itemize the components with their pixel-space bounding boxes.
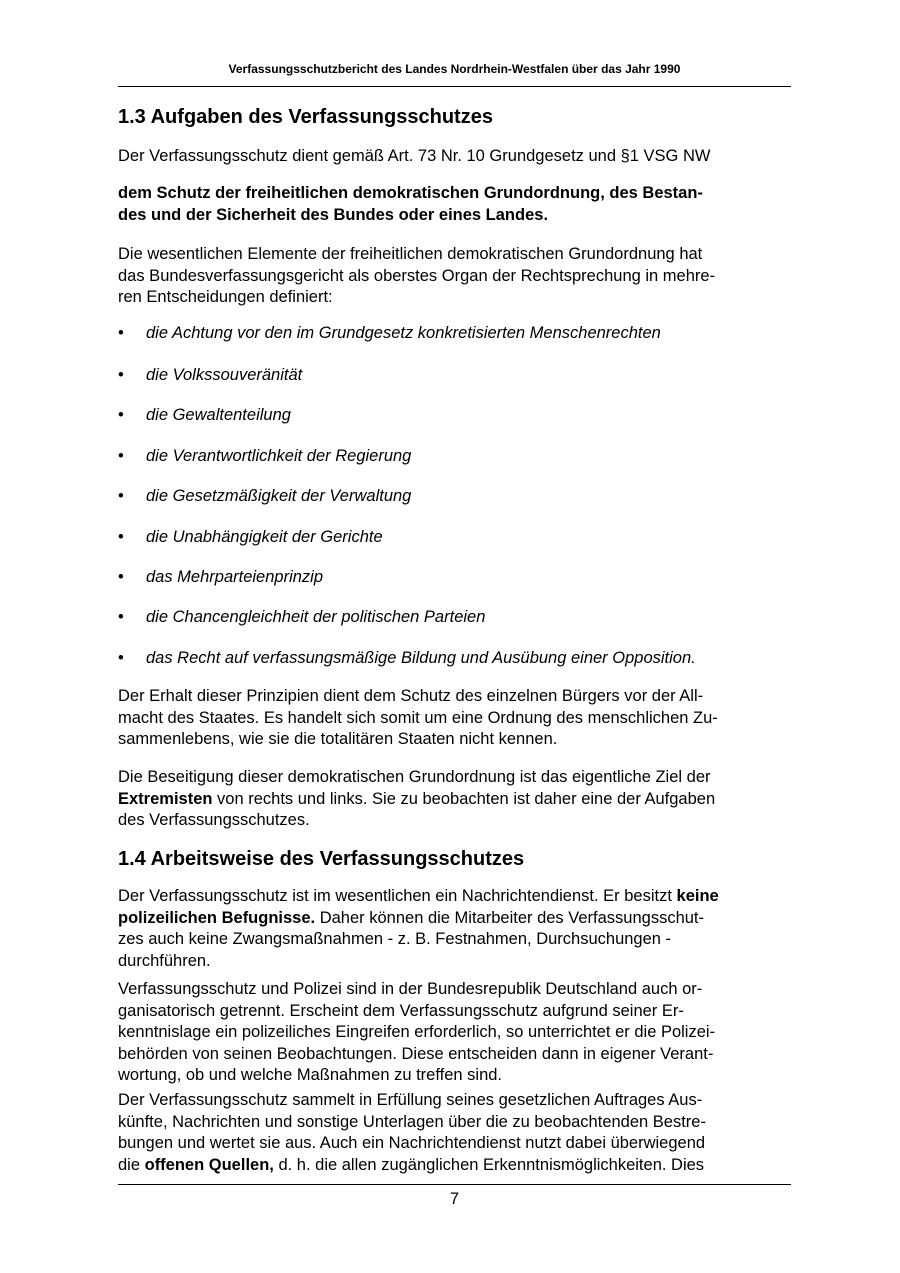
intelligence-line-1: [118, 886, 791, 908]
bullet-icon: •: [118, 649, 124, 667]
extremists-line-1: Die Beseitigung dieser demokratischen Grundordnung ist das eigentliche Ziel der: [118, 768, 711, 786]
bullet-icon: •: [118, 608, 124, 626]
collection-paragraph: [118, 1090, 791, 1176]
list-item-text: die Unabhängigkeit der Gerichte: [146, 528, 383, 546]
intelligence-line-3: zes auch keine Zwangsmaßnahmen - z. B. Festnahmen, Durchsuchungen -: [118, 930, 672, 948]
keine-term: keine: [676, 887, 719, 905]
police-line-5: wortung, ob und welche Maßnahmen zu treffen sind.: [118, 1066, 503, 1084]
collection-line-3: bungen und wertet sie aus. Auch ein Nachrichtendienst nutzt dabei überwiegend: [118, 1134, 706, 1152]
list-item-text: das Recht auf verfassungsmäßige Bildung und Ausübung einer Opposition.: [146, 649, 696, 667]
bullet-icon: •: [118, 324, 124, 342]
intro-paragraph: [118, 146, 791, 168]
intelligence-paragraph: [118, 886, 791, 972]
elements-line-2: das Bundesverfassungsgericht als oberstes Organ der Rechtsprechung in mehre-: [118, 266, 716, 285]
list-item-text: das Mehrparteienprinzip: [146, 568, 324, 586]
intelligence-line-1-text: Der Verfassungsschutz ist im wesentlichen ein Nachrichtendienst. Er besitzt: [118, 887, 677, 905]
footer-divider: [118, 1184, 791, 1185]
running-header: Verfassungsschutzbericht des Landes Nordrhein-Westfalen über das Jahr 1990: [228, 62, 681, 76]
elements-paragraph: [118, 244, 791, 309]
protection-line-2: des und der Sicherheit des Bundes oder eines Landes.: [118, 205, 549, 224]
bullet-icon: •: [118, 366, 124, 384]
bullet-icon: •: [118, 447, 124, 465]
powers-term: polizeilichen Befugnisse.: [118, 908, 316, 927]
page-number: 7: [449, 1190, 460, 1208]
protection-statement: [118, 183, 791, 226]
section-heading-1-4: 1.4 Arbeitsweise des Verfassungsschutzes: [118, 848, 525, 870]
principles-line-3: sammenlebens, wie sie die totalitären Staaten nicht kennen.: [118, 730, 558, 748]
list-item-text: die Achtung vor den im Grundgesetz konkretisierten Menschenrechten: [146, 324, 661, 342]
bullet-icon: •: [118, 568, 124, 586]
bullet-icon: •: [118, 487, 124, 505]
intelligence-line-2-rest: Daher können die Mitarbeiter des Verfassungsschut-: [315, 908, 705, 927]
section-heading-1-3: 1.3 Aufgaben des Verfassungsschutzes: [118, 106, 493, 128]
extremists-line-2: [118, 789, 791, 811]
collection-line-2: künfte, Nachrichten und sonstige Unterlagen über die zu beobachtenden Bestre-: [118, 1112, 706, 1131]
extremists-term: Extremisten: [118, 789, 213, 808]
collection-line-4-rest: d. h. die allen zugänglichen Erkenntnismöglichkeiten. Dies: [273, 1155, 705, 1174]
elements-line-1: Die wesentlichen Elemente der freiheitlichen demokratischen Grundordnung hat: [118, 245, 703, 263]
collection-line-4: [118, 1155, 791, 1177]
principles-line-1: Der Erhalt dieser Prinzipien dient dem Schutz des einzelnen Bürgers vor der All-: [118, 687, 704, 705]
intelligence-line-4: durchführen.: [118, 951, 211, 970]
police-line-4: behörden von seinen Beobachtungen. Diese entscheiden dann in eigener Verant-: [118, 1044, 714, 1063]
extremists-line-3: des Verfassungsschutzes.: [118, 811, 310, 829]
bullet-icon: •: [118, 406, 124, 424]
police-line-2: ganisatorisch getrennt. Erscheint dem Verfassungsschutz aufgrund seiner Er-: [118, 1001, 684, 1020]
list-item-text: die Verantwortlichkeit der Regierung: [146, 447, 412, 465]
police-line-3: kenntnislage ein polizeiliches Eingreifen erforderlich, so unterrichtet er die Polizei-: [118, 1023, 716, 1041]
list-item-text: die Gewaltenteilung: [146, 406, 291, 424]
header-divider: [118, 86, 791, 87]
police-line-1: Verfassungsschutz und Polizei sind in der Bundesrepublik Deutschland auch or-: [118, 980, 703, 998]
extremists-paragraph: [118, 767, 791, 832]
extremists-line-2-rest: von rechts und links. Sie zu beobachten ist daher eine der Aufgaben: [212, 789, 716, 808]
intelligence-line-2: [118, 908, 791, 930]
list-item-text: die Volkssouveränität: [146, 366, 303, 384]
list-item-text: die Gesetzmäßigkeit der Verwaltung: [146, 487, 412, 505]
principles-paragraph: [118, 686, 791, 751]
open-sources-term: offenen Quellen,: [144, 1155, 274, 1174]
principles-line-2: macht des Staates. Es handelt sich somit um eine Ordnung des menschlichen Zu-: [118, 708, 718, 727]
bullet-icon: •: [118, 528, 124, 546]
police-separation-paragraph: [118, 979, 791, 1087]
intro-line: Der Verfassungsschutz dient gemäß Art. 73 Nr. 10 Grundgesetz und §1 VSG NW: [118, 147, 711, 165]
elements-line-3: ren Entscheidungen definiert:: [118, 288, 333, 306]
collection-line-4-start: die: [118, 1155, 145, 1174]
collection-line-1: Der Verfassungsschutz sammelt in Erfüllung seines gesetzlichen Auftrages Aus-: [118, 1091, 703, 1109]
protection-line-1: dem Schutz der freiheitlichen demokratischen Grundordnung, des Bestan-: [118, 184, 703, 202]
list-item-text: die Chancengleichheit der politischen Parteien: [146, 608, 486, 626]
